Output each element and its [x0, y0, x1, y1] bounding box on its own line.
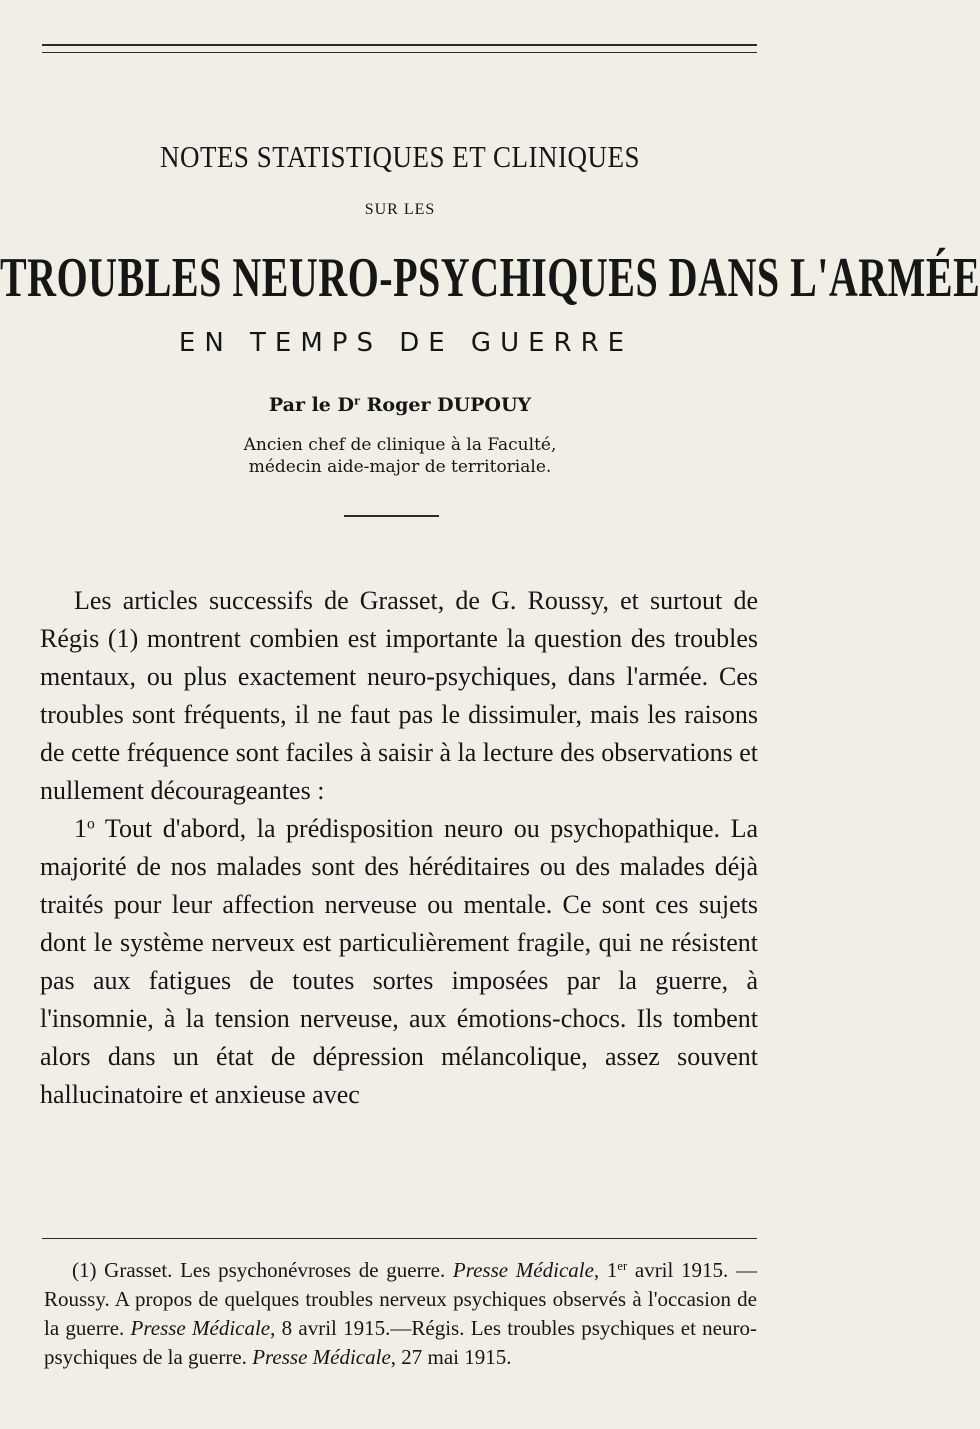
footnote-text-2: avril 1915. — Roussy. A propos de quelques troubles nerveux psychiques observés à l'occasion de la guerre.	[44, 1258, 757, 1340]
section-divider	[344, 515, 439, 517]
heading-line2: SUR LES	[364, 201, 436, 218]
paragraph-1: Les articles successifs de Grasset, de G. Roussy, et surtout de Régis (1) montrent combien est importante la question des troubles mentaux, ou plus exactement neuro-psychiques, dans l'armée. Ces troubles sont fréquents, il ne faut pas le dissimuler, mais les raisons de cette fréquence sont faciles à saisir à la lecture des observations et nullement décourageantes :	[40, 586, 758, 805]
author-name: Roger DUPOUY	[366, 394, 532, 416]
top-rule	[42, 44, 757, 46]
footnote-journal-3: Presse Médicale	[252, 1345, 391, 1369]
footnote-rule	[42, 1238, 757, 1239]
paragraph-2	[40, 810, 758, 1114]
top-rule-thin	[42, 52, 757, 53]
author-affiliation	[0, 434, 800, 478]
paragraph-2-sup: o	[87, 815, 95, 833]
footnote-text-4: , 27 mai 1915.	[390, 1345, 512, 1369]
footnote-journal-2: Presse Médicale	[130, 1316, 271, 1340]
footnote-date-1a: , 1	[593, 1258, 618, 1282]
paragraph-2-text: Tout d'abord, la prédisposition neuro ou psychopathique. La majorité de nos malades sont des héréditaires ou des malades déjà traités pour leur affection nerveuse ou mentale. Ce sont ces sujets dont le système nerveux est particulièrement fragile, qui ne résistent pas aux fatigues de toutes sortes imposées par la guerre, à l'insomnie, à la tension nerveuse, aux émotions-chocs. Ils tombent alors dans un état de dépression mélancolique, assez souvent hallucinatoire et anxieuse avec	[40, 814, 758, 1109]
article-title: TROUBLES NEURO-PSYCHIQUES DANS L'ARMÉE	[0, 245, 980, 309]
footnote	[44, 1256, 757, 1372]
article-subtitle: EN TEMPS DE GUERRE	[178, 328, 634, 358]
heading-line1: NOTES STATISTIQUES ET CLINIQUES	[159, 140, 641, 174]
footnote-text-3: , 8 avril 1915.—Régis. Les troubles psychiques et neuro-psychiques de la guerre.	[44, 1316, 757, 1369]
author-prefix-sup: r	[354, 393, 361, 408]
article-body	[40, 582, 758, 1114]
footnote-text-1: (1) Grasset. Les psychonévroses de guerre.	[72, 1258, 453, 1282]
author-prefix: Par le D	[268, 394, 354, 416]
footnote-sup: er	[617, 1259, 628, 1274]
paragraph-2-number: 1	[74, 814, 87, 843]
affiliation-line2: médecin aide-major de territoriale.	[248, 457, 552, 477]
footnote-journal-1: Presse Médicale	[452, 1258, 594, 1282]
author-line	[0, 394, 800, 416]
affiliation-line1: Ancien chef de clinique à la Faculté,	[243, 435, 557, 455]
